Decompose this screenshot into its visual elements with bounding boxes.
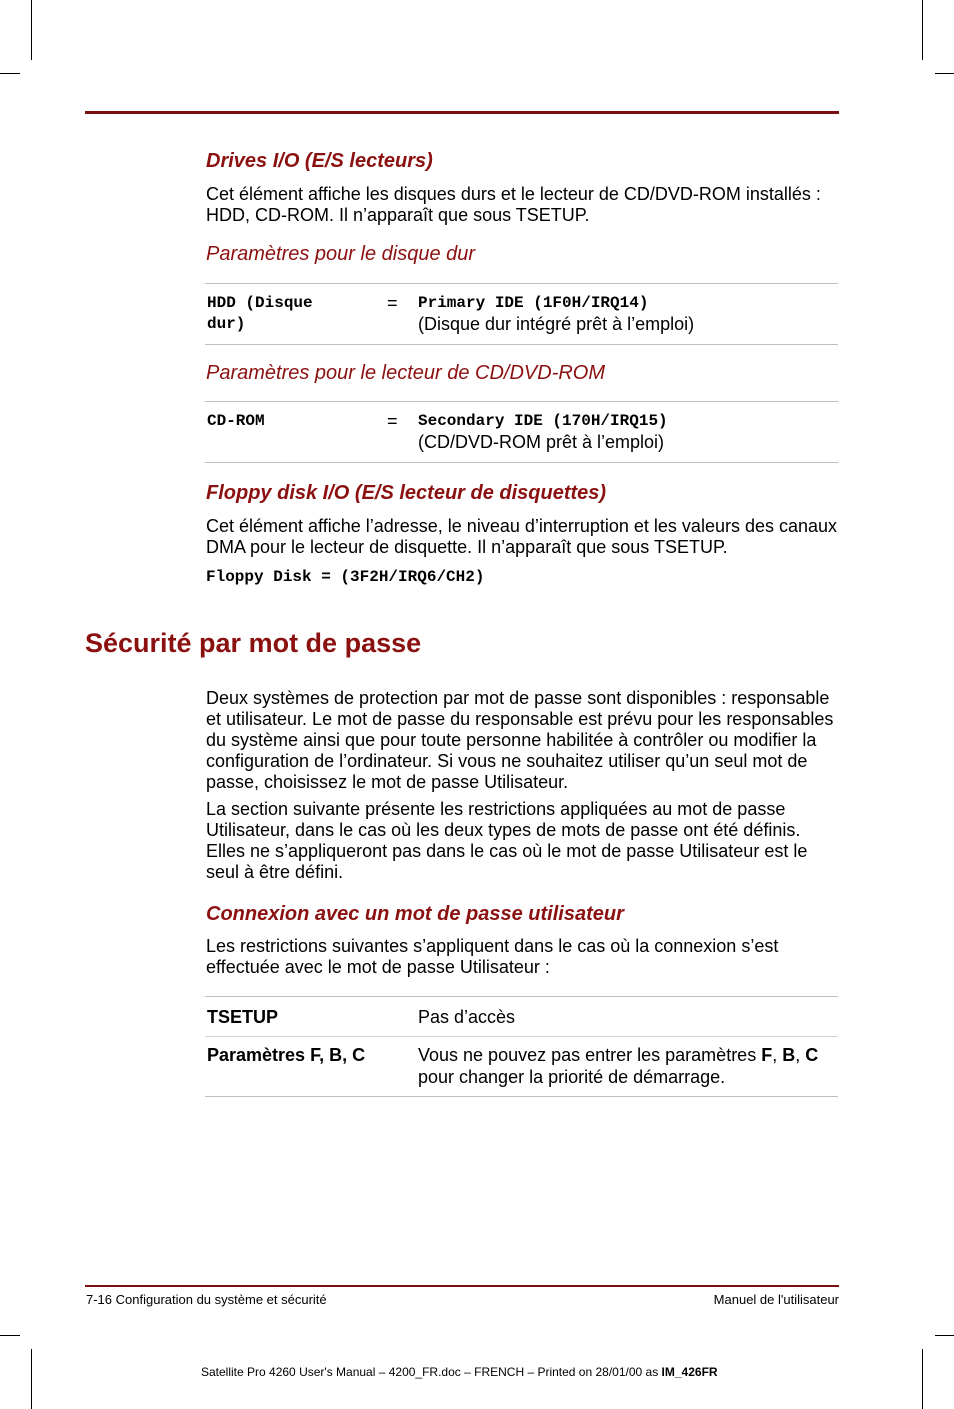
user-login-body: Les restrictions suivantes s’appliquent dans le cas où la connexion s’est effectuée avec le mot de passe Utilisateur :	[206, 936, 779, 977]
param-f: F	[761, 1045, 773, 1065]
param-b: B	[782, 1045, 796, 1065]
footer-left: 7-16 Configuration du système et sécurité	[86, 1292, 327, 1307]
drives-io-heading: Drives I/O (E/S lecteurs)	[206, 150, 433, 172]
print-line: Satellite Pro 4260 User's Manual – 4200_FR.doc – FRENCH – Printed on 28/01/00 as	[201, 1365, 662, 1379]
password-section-body	[206, 688, 839, 978]
user-restrictions-table	[205, 996, 838, 1097]
cdrom-params-heading-wrap	[206, 362, 839, 385]
password-para-1: Deux systèmes de protection par mot de passe sont disponibles : responsable et utilisateur. Le mot de passe du responsable est prévu pour les responsables du système ainsi que pour toute personne habilitée à contrôler ou modifier la configuration de l’ordinateur. Si vous ne souhaitez utiliser qu’un seul mot de passe, choisissez le mot de passe Utilisateur.	[206, 688, 834, 792]
footer-rule	[85, 1285, 839, 1287]
cdrom-equals: =	[387, 411, 398, 431]
table-row	[205, 1037, 838, 1096]
hdd-params-heading: Paramètres pour le disque dur	[206, 243, 476, 265]
hdd-value	[418, 293, 838, 335]
hdd-params-table	[205, 283, 838, 345]
separator: ,	[772, 1045, 783, 1065]
header-rule	[85, 111, 839, 114]
table-row	[205, 293, 838, 335]
cdrom-params-heading: Paramètres pour le lecteur de CD/DVD-ROM	[206, 362, 606, 384]
cdrom-key: CD-ROM	[207, 412, 265, 430]
restriction-key: TSETUP	[207, 1007, 279, 1027]
print-info	[201, 1365, 718, 1379]
floppy-io-section	[206, 482, 839, 586]
cdrom-value	[418, 411, 838, 453]
cdrom-value-code: Secondary IDE (170H/IRQ15)	[418, 412, 668, 430]
restriction-text: pour changer la priorité de démarrage.	[418, 1067, 726, 1087]
crop-mark	[935, 1335, 954, 1336]
param-c: C	[805, 1045, 819, 1065]
crop-mark	[31, 1349, 32, 1409]
table-row	[205, 411, 838, 453]
print-code: IM_426FR	[661, 1365, 718, 1379]
restriction-key: Paramètres F, B, C	[207, 1045, 366, 1065]
restriction-text: Vous ne pouvez pas entrer les paramètres	[418, 1045, 762, 1065]
hdd-key-line2: dur)	[207, 315, 246, 333]
floppy-io-body: Cet élément affiche l’adresse, le niveau d’interruption et les valeurs des canaux DMA pour le lecteur de disquette. Il n’apparaît que sous TSETUP.	[206, 516, 838, 557]
hdd-value-desc: (Disque dur intégré prêt à l’emploi)	[418, 314, 695, 334]
floppy-io-code: Floppy Disk = (3F2H/IRQ6/CH2)	[206, 568, 485, 586]
crop-mark	[935, 73, 954, 74]
crop-mark	[0, 1335, 20, 1336]
cdrom-params-table	[205, 401, 838, 463]
drives-io-section	[206, 150, 839, 266]
password-section-heading: Sécurité par mot de passe	[85, 628, 422, 658]
hdd-value-code: Primary IDE (1F0H/IRQ14)	[418, 294, 649, 312]
crop-mark	[922, 0, 923, 60]
drives-io-body: Cet élément affiche les disques durs et le lecteur de CD/DVD-ROM installés : HDD, CD-ROM. Il n’apparaît que sous TSETUP.	[206, 184, 821, 225]
crop-mark	[0, 73, 20, 74]
floppy-io-heading: Floppy disk I/O (E/S lecteur de disquettes)	[206, 482, 607, 504]
restriction-value: Pas d’accès	[418, 1007, 516, 1027]
footer-right: Manuel de l'utilisateur	[713, 1292, 839, 1307]
restriction-value	[418, 1044, 838, 1088]
crop-mark	[922, 1349, 923, 1409]
hdd-key	[205, 293, 387, 335]
hdd-key-line1: HDD (Disque	[207, 294, 313, 312]
password-para-2: La section suivante présente les restrictions appliquées au mot de passe Utilisateur, dans le cas où les deux types de mots de passe ont été définis. Elles ne s’appliqueront pas dans le cas où le mot de passe Utilisateur est le seul à être défini.	[206, 799, 808, 882]
table-row	[205, 997, 838, 1037]
cdrom-value-desc: (CD/DVD-ROM prêt à l’emploi)	[418, 432, 665, 452]
separator: ,	[795, 1045, 806, 1065]
user-login-heading: Connexion avec un mot de passe utilisateur	[206, 903, 624, 925]
crop-mark	[31, 0, 32, 60]
hdd-equals: =	[387, 293, 398, 313]
